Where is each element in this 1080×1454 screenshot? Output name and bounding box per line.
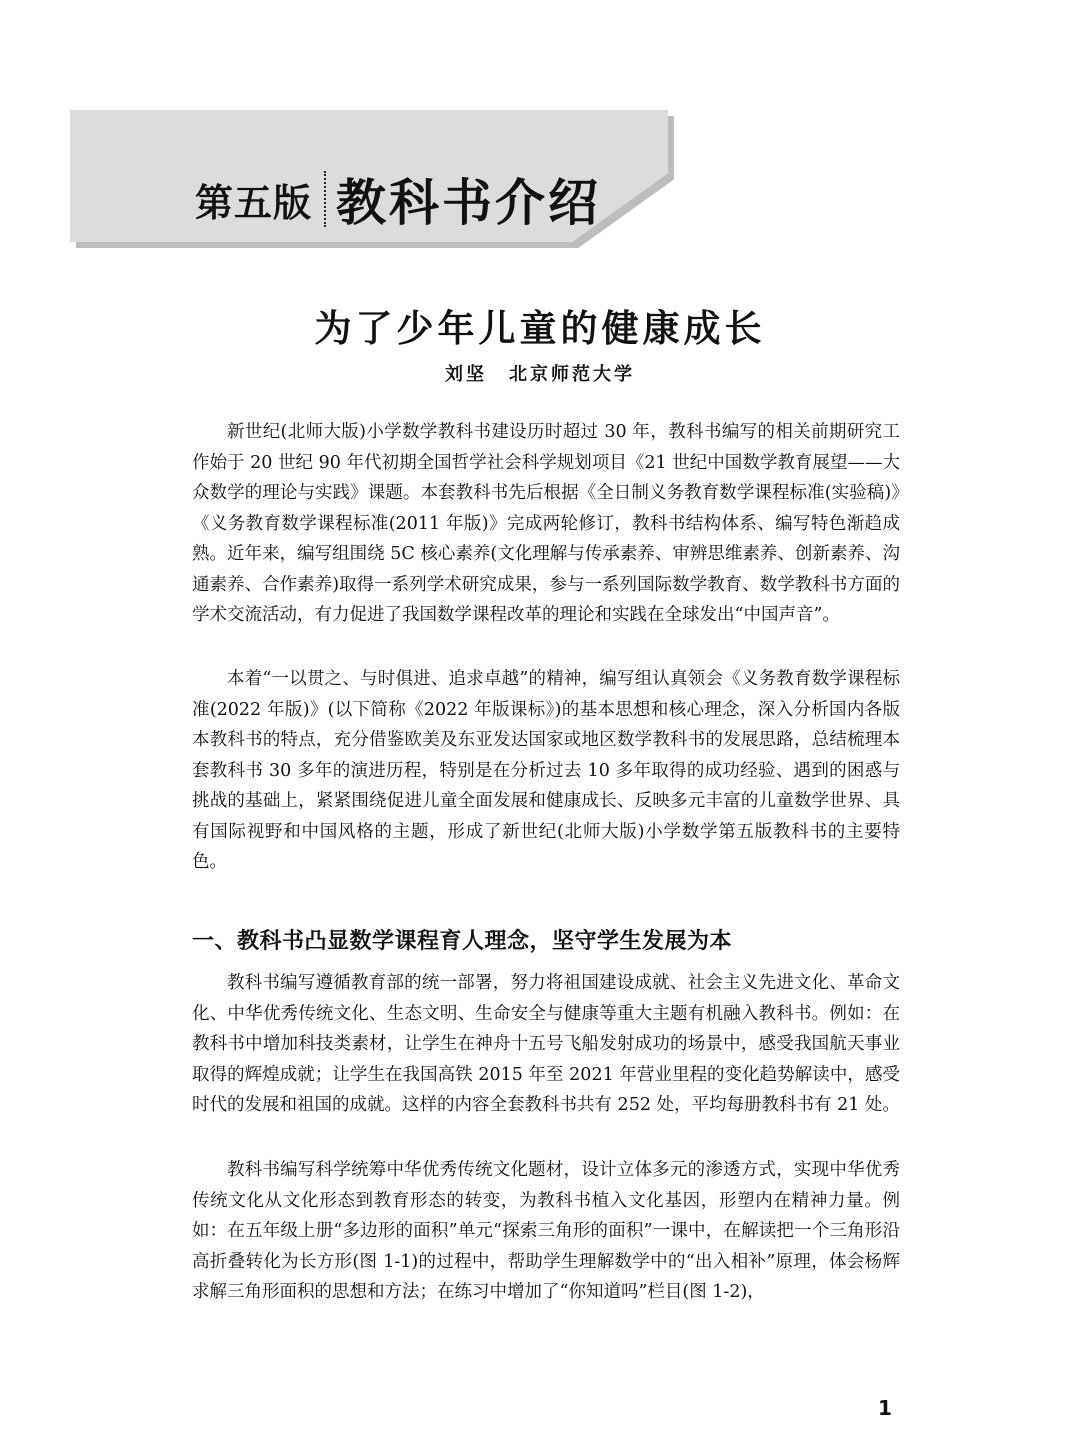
- paragraph-text: 教科书编写科学统筹中华优秀传统文化题材，设计立体多元的渗透方式，实现中华优秀传统文化从文化形态到教育形态的转变，为教科书植入文化基因，形塑内在精神力量。例如：在五年级上册“多边形的面积”单元“探索三角形的面积”一课中，在解读把一个三角形沿高折叠转化为长方形(图 1-1)的过程中，帮助学生理解数学中的“出入相补”原理，体会杨辉求解三角形面积的思想和方法；在练习中增加了“你知道吗”栏目(图 1-2)，: [192, 1160, 900, 1302]
- article-title: 为了少年儿童的健康成长: [314, 306, 766, 350]
- paragraph-3: [192, 968, 900, 1121]
- author-name: 刘坚: [445, 364, 487, 385]
- paragraph-1: [192, 417, 900, 631]
- edition-label: 第五版: [195, 180, 313, 225]
- paragraph-4: [192, 1155, 900, 1308]
- paragraph-2: [192, 664, 900, 878]
- section-heading: 一、教科书凸显数学课程育人理念，坚守学生发展为本: [192, 929, 733, 954]
- paragraph-text: 教科书编写遵循教育部的统一部署，努力将祖国建设成就、社会主义先进文化、革命文化、中华优秀传统文化、生态文明、生命安全与健康等重大主题有机融入教科书。例如：在教科书中增加科技类素材，让学生在神舟十五号飞船发射成功的场景中，感受我国航天事业取得的辉煌成就；让学生在我国高铁 2015 年至 2021 年营业里程的变化趋势解读中，感受时代的发展和祖国的成就。这样的内容全套教科书共有 252 处，平均每册教科书有 21 处。: [192, 973, 900, 1115]
- author-affiliation: 北京师范大学: [509, 364, 635, 385]
- author-line: [0, 360, 1080, 386]
- page-number: 1: [878, 1396, 892, 1420]
- paragraph-text: 新世纪(北师大版)小学数学教科书建设历时超过 30 年，教科书编写的相关前期研究工作始于 20 世纪 90 年代初期全国哲学社会科学规划项目《21 世纪中国数学教育展望——大众数学的理论与实践》课题。本套教科书先后根据《全日制义务教育数学课程标准(实验稿)》《义务教育数学课程标准(2011 年版)》完成两轮修订，教科书结构体系、编写特色渐趋成熟。近年来，编写组围绕 5C 核心素养(文化理解与传承素养、审辨思维素养、创新素养、沟通素养、合作素养)取得一系列学术研究成果，参与一系列国际数学教育、数学教科书方面的学术交流活动，有力促进了我国数学课程改革的理论和实践在全球发出“中国声音”。: [192, 422, 900, 625]
- paragraph-text: 本着“一以贯之、与时俱进、追求卓越”的精神，编写组认真领会《义务教育数学课程标准(2022 年版)》(以下简称《2022 年版课标》)的基本思想和核心理念，深入分析国内各版本教科书的特点，充分借鉴欧美及东亚发达国家或地区数学教科书的发展思路，总结梳理本套教科书 30 多年的演进历程，特别是在分析过去 10 多年取得的成功经验、遇到的困惑与挑战的基础上，紧紧围绕促进儿童全面发展和健康成长、反映多元丰富的儿童数学世界、具有国际视野和中国风格的主题，形成了新世纪(北师大版)小学数学第五版教科书的主要特色。: [192, 669, 900, 872]
- banner-separator: [324, 171, 326, 227]
- section-name: 教科书介绍: [336, 174, 602, 232]
- banner-label: [195, 164, 601, 234]
